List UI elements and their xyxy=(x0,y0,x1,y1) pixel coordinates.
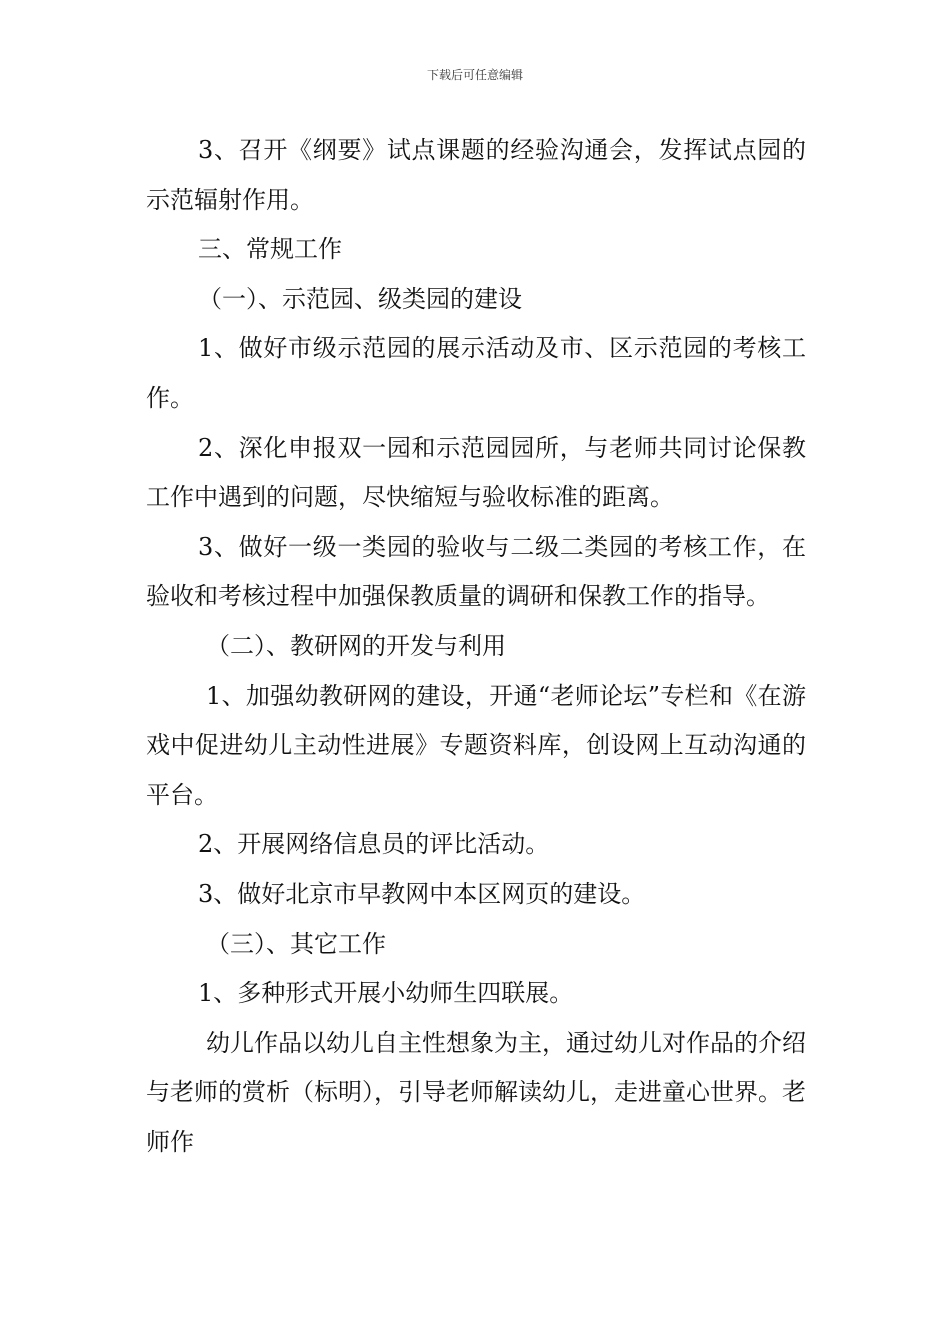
paragraph-item-1-research-network-building: 1、加强幼教研网的建设，开通“老师论坛”专栏和《在游戏中促进幼儿主动性进展》专题资料库，创设网上互动沟通的平台。 xyxy=(146,681,806,809)
subsection-heading-research-network: （二）、教研网的开发与利用 xyxy=(206,631,506,660)
subsection-heading-demonstration-kindergartens: （一）、示范园、级类园的建设 xyxy=(198,284,522,313)
section-heading-routine-work: 三、常规工作 xyxy=(198,235,342,264)
paragraph-item-2-deepen-application: 2、深化申报双一园和示范园园所，与老师共同讨论保教工作中遇到的问题，尽快缩短与验收标准的距离。 xyxy=(146,433,806,512)
paragraph-item-3-exchange-meeting: 3、召开《纲要》试点课题的经验沟通会，发挥试点园的示范辐射作用。 xyxy=(146,136,806,214)
paragraph-item-3-acceptance-assessment: 3、做好一级一类园的验收与二级二类园的考核工作，在验收和考核过程中加强保教质量的调研和保教工作的指导。 xyxy=(146,532,806,611)
paragraph-children-works: 幼儿作品以幼儿自主性想象为主，通过幼儿对作品的介绍与老师的赏析（标明），引导老师解读幼儿，走进童心世界。老师作 xyxy=(146,1028,806,1156)
paragraph-item-2-network-appraisal: 2、开展网络信息员的评比活动。 xyxy=(198,830,550,859)
paragraph-item-3-early-education-web: 3、做好北京市早教网中本区网页的建设。 xyxy=(198,879,646,908)
paragraph-item-1-joint-exhibition: 1、多种形式开展小幼师生四联展。 xyxy=(198,979,574,1008)
document-body xyxy=(146,126,806,1167)
page-header-note: 下载后可任意编辑 xyxy=(426,68,523,82)
paragraph-item-1-demonstration-activities: 1、做好市级示范园的展示活动及市、区示范园的考核工作。 xyxy=(146,334,806,412)
subsection-heading-other-work: （三）、其它工作 xyxy=(206,929,386,958)
